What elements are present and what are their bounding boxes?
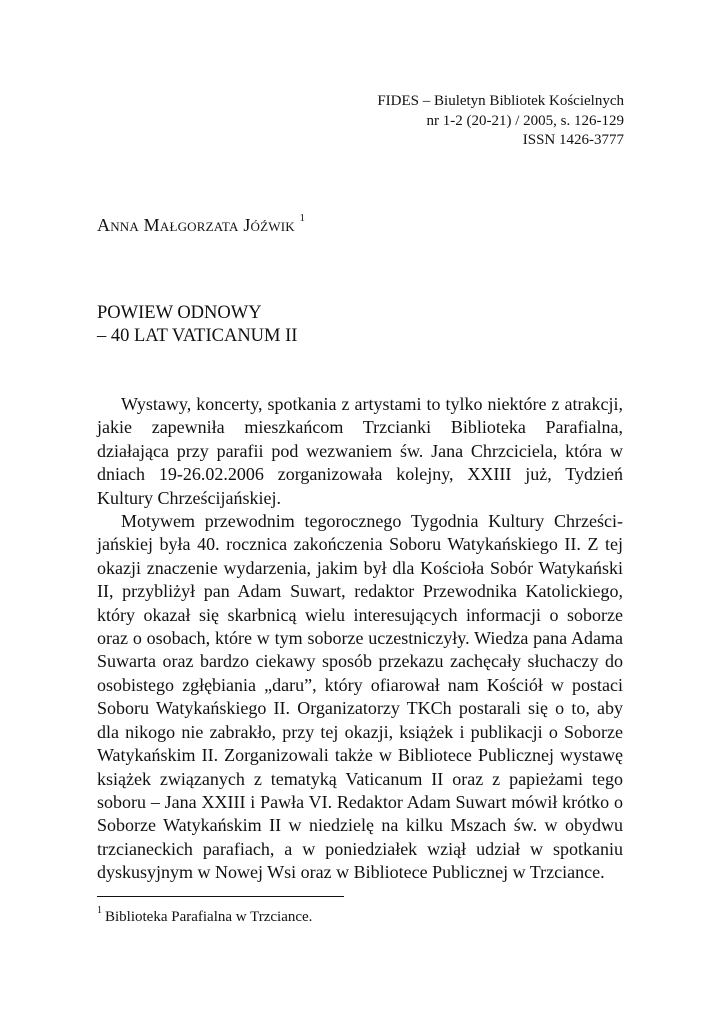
paragraph: Wystawy, koncerty, spotkania z artystami to tylko niektóre z atrakcji, jakie zapewniła mieszkańcom Trzcianki Biblioteka Parafialna, działająca przy parafii pod wezwaniem św. Jana Chrzciciela, która w dniach 19-26.02.2006 zorganizowała kolejny, XXIII już, Tydzień Kultury Chrześcijańskiej. [97,394,623,508]
footnote-text: Biblioteka Parafialna w Trzciance. [105,909,313,925]
journal-issue: nr 1-2 (20-21) / 2005, s. 126-129 [426,112,624,129]
journal-issn: ISSN 1426-3777 [522,132,624,148]
footnote-divider [97,896,344,897]
author-line [97,212,306,236]
footnote-mark: 1 [97,905,102,916]
article-body [97,393,623,885]
author-name: Anna Małgorzata Jóźwik [97,215,295,235]
title-line-2: – 40 LAT VATICANUM II [97,326,298,346]
author-footnote-mark[interactable]: 1 [299,212,306,224]
journal-header [377,92,624,151]
article-title [97,302,297,348]
paragraph: Motywem przewodnim tegorocznego Tygodnia Kultury Chrześcijańskiej była 40. rocznica zakończenia Soboru Watykańskiego II. Z tej okazji znaczenie wydarzenia, jakim był dla Kościoła Sobór Watykański II, przybliżył pan Adam Suwart, redaktor Przewodnika Katolickiego, który okazał się skarbnicą wielu interesujących informacji o soborze oraz o osobach, które w tym soborze uczestniczyły. Wiedza pana Adama Suwarta oraz bardzo ciekawy sposób przekazu zachęcały słuchaczy do osobistego zgłębiania „daru”, który ofiarował nam Kościół w postaci Soboru Watykańskiego II. Organizatorzy TKCh postarali się o to, aby dla nikogo nie zabrakło, przy tej okazji, książek i publikacji o Soborze Watykańskim II. Zorganizowali także w Bibliotece Publicznej wystawę książek związanych z tematyką Vaticanum II oraz z papieżami tego soboru – Jana XXIII i Pawła VI. Redaktor Adam Suwart mówił krótko o Soborze Watykańskim II w niedzielę na kilku Mszach św. w obydwu trzcianeckich parafiach, a w poniedziałek wziął udział w spotkaniu dyskusyjnym w Nowej Wsi oraz w Bibliotece Publicznej w Trzciance. [97,511,623,883]
footnote [97,907,312,926]
title-line-1: POWIEW ODNOWY [97,303,262,323]
journal-name: FIDES – Biuletyn Bibliotek Kościelnych [377,93,624,109]
